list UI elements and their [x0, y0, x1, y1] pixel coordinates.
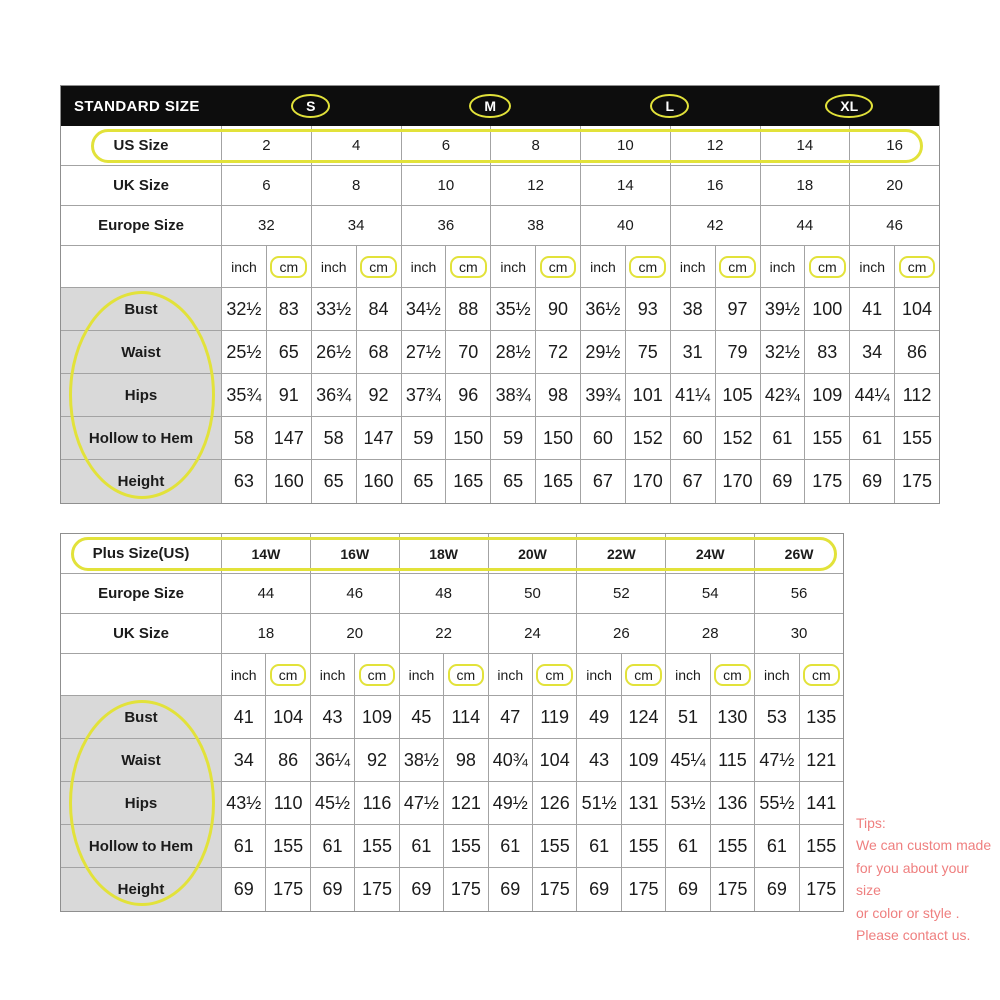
- inch-header: inch: [754, 654, 798, 695]
- measure-cell: 55½: [754, 782, 798, 824]
- measure-row: [61, 696, 843, 739]
- measure-cell: 155: [443, 825, 487, 867]
- measure-cell: 45: [399, 696, 443, 738]
- size-cell: 40: [580, 206, 670, 245]
- size-cell: 46: [310, 574, 399, 613]
- size-cell: 26W: [754, 534, 843, 573]
- size-cell: 4: [311, 126, 401, 165]
- measure-cell: 39½: [760, 288, 805, 330]
- measure-cell: 92: [354, 739, 398, 781]
- measure-cell: 147: [356, 417, 401, 459]
- cm-highlight-box: cm: [625, 664, 662, 686]
- cm-header: [621, 654, 665, 695]
- measure-cell: 61: [754, 825, 798, 867]
- measure-cell: 155: [799, 825, 843, 867]
- measure-cell: 38: [670, 288, 715, 330]
- measure-cell: 90: [535, 288, 580, 330]
- inch-header: inch: [221, 654, 265, 695]
- measure-cell: 41¼: [670, 374, 715, 416]
- size-cell: 14: [580, 166, 670, 205]
- cm-header: [356, 246, 401, 287]
- inch-header: inch: [311, 246, 356, 287]
- measure-cell: 88: [445, 288, 490, 330]
- cm-header: [532, 654, 576, 695]
- measure-cell: 32½: [760, 331, 805, 373]
- measure-cell: 26½: [311, 331, 356, 373]
- inch-header: inch: [221, 246, 266, 287]
- unit-row-label: [61, 246, 221, 287]
- measure-cell: 59: [490, 417, 535, 459]
- measure-cell: 84: [356, 288, 401, 330]
- measure-cell: 32½: [221, 288, 266, 330]
- measure-cell: 69: [760, 460, 805, 503]
- size-group: [401, 94, 581, 118]
- measure-cell: 58: [311, 417, 356, 459]
- measure-cell: 155: [804, 417, 849, 459]
- tips-line: for you about your size: [856, 859, 969, 899]
- measure-cell: 69: [310, 868, 354, 911]
- measure-cell: 47½: [754, 739, 798, 781]
- measure-cell: 39¾: [580, 374, 625, 416]
- measure-row: [61, 825, 843, 868]
- size-cell: 52: [576, 574, 665, 613]
- measure-cell: 45½: [310, 782, 354, 824]
- measure-cell: 34: [849, 331, 894, 373]
- size-cell: 42: [670, 206, 760, 245]
- measure-cell: 59: [401, 417, 446, 459]
- measure-cell: 34: [221, 739, 265, 781]
- measure-cell: 112: [894, 374, 939, 416]
- measure-cell: 63: [221, 460, 266, 503]
- measure-cell: 119: [532, 696, 576, 738]
- measure-cell: 61: [488, 825, 532, 867]
- cm-header: [354, 654, 398, 695]
- size-cell: 38: [490, 206, 580, 245]
- measure-cell: 175: [710, 868, 754, 911]
- measure-cell: 58: [221, 417, 266, 459]
- cm-highlight-box: cm: [899, 256, 936, 278]
- measure-cell: 98: [443, 739, 487, 781]
- cm-highlight-box: cm: [270, 664, 307, 686]
- measure-label: Hips: [61, 374, 221, 416]
- cm-header: [266, 246, 311, 287]
- measure-cell: 116: [354, 782, 398, 824]
- measure-cell: 110: [265, 782, 309, 824]
- measure-cell: 65: [266, 331, 311, 373]
- tips-note: [856, 812, 996, 946]
- inch-header: inch: [399, 654, 443, 695]
- size-cell: 8: [311, 166, 401, 205]
- measure-cell: 61: [310, 825, 354, 867]
- cm-highlight-box: cm: [803, 664, 840, 686]
- measure-cell: 170: [625, 460, 670, 503]
- size-cell: 16: [849, 126, 939, 165]
- measure-cell: 41: [849, 288, 894, 330]
- measure-cell: 160: [356, 460, 401, 503]
- tips-line: Tips:: [856, 815, 886, 831]
- tips-line: Please contact us.: [856, 926, 971, 943]
- measure-cell: 45¼: [665, 739, 709, 781]
- row-label: US Size: [113, 137, 169, 154]
- cm-header: [535, 246, 580, 287]
- measure-label: Hollow to Hem: [61, 417, 221, 459]
- measure-cell: 121: [799, 739, 843, 781]
- cm-header: [799, 654, 843, 695]
- measure-cell: 51½: [576, 782, 620, 824]
- measure-cell: 36¼: [310, 739, 354, 781]
- size-group-oval: S: [291, 94, 330, 118]
- measure-cell: 155: [621, 825, 665, 867]
- measure-cell: 70: [445, 331, 490, 373]
- measure-cell: 124: [621, 696, 665, 738]
- size-row: [61, 126, 939, 166]
- measure-cell: 83: [266, 288, 311, 330]
- cm-header: [710, 654, 754, 695]
- measure-cell: 40¾: [488, 739, 532, 781]
- measure-cell: 49: [576, 696, 620, 738]
- inch-header: inch: [310, 654, 354, 695]
- size-cell: 24W: [665, 534, 754, 573]
- cm-highlight-box: cm: [270, 256, 307, 278]
- plus-size-rows: [61, 534, 843, 911]
- measure-cell: 67: [580, 460, 625, 503]
- measure-cell: 141: [799, 782, 843, 824]
- measure-cell: 72: [535, 331, 580, 373]
- cm-header: [715, 246, 760, 287]
- standard-size-title: STANDARD SIZE: [74, 97, 200, 115]
- measure-cell: 36½: [580, 288, 625, 330]
- unit-header-row: [61, 246, 939, 288]
- standard-size-rows: [61, 126, 939, 503]
- measure-cell: 33½: [311, 288, 356, 330]
- measure-cell: 175: [799, 868, 843, 911]
- size-cell: 56: [754, 574, 843, 613]
- size-cell: 44: [760, 206, 850, 245]
- size-cell: 2: [221, 126, 311, 165]
- measure-cell: 83: [804, 331, 849, 373]
- measure-cell: 31: [670, 331, 715, 373]
- measure-label: Hips: [61, 782, 221, 824]
- measure-cell: 69: [399, 868, 443, 911]
- size-cell: 30: [754, 614, 843, 653]
- measure-cell: 43: [576, 739, 620, 781]
- size-cell: 6: [221, 166, 311, 205]
- measure-cell: 121: [443, 782, 487, 824]
- measure-cell: 27½: [401, 331, 446, 373]
- measure-cell: 155: [354, 825, 398, 867]
- measure-cell: 175: [894, 460, 939, 503]
- measure-cell: 49½: [488, 782, 532, 824]
- measure-cell: 160: [266, 460, 311, 503]
- size-row: [61, 166, 939, 206]
- size-cell: 20: [849, 166, 939, 205]
- row-label: Plus Size(US): [92, 545, 190, 562]
- size-group-oval: M: [469, 94, 511, 118]
- cm-highlight-box: cm: [359, 664, 396, 686]
- measure-cell: 104: [894, 288, 939, 330]
- measure-label: Waist: [61, 739, 221, 781]
- size-cell: 8: [490, 126, 580, 165]
- size-cell: 18: [221, 614, 310, 653]
- measure-cell: 36¾: [311, 374, 356, 416]
- row-label: UK Size: [113, 625, 169, 642]
- size-cell: 14W: [221, 534, 310, 573]
- cm-highlight-box: cm: [629, 256, 666, 278]
- inch-header: inch: [490, 246, 535, 287]
- measure-cell: 136: [710, 782, 754, 824]
- measure-cell: 175: [621, 868, 665, 911]
- measure-cell: 47½: [399, 782, 443, 824]
- measure-cell: 131: [621, 782, 665, 824]
- measure-cell: 135: [799, 696, 843, 738]
- measure-label: Height: [61, 460, 221, 503]
- size-cell: 44: [221, 574, 310, 613]
- measure-cell: 79: [715, 331, 760, 373]
- measure-cell: 61: [665, 825, 709, 867]
- size-cell: 18: [760, 166, 850, 205]
- measure-cell: 114: [443, 696, 487, 738]
- size-cell: 34: [311, 206, 401, 245]
- cm-header: [625, 246, 670, 287]
- measure-cell: 37¾: [401, 374, 446, 416]
- inch-header: inch: [576, 654, 620, 695]
- size-group: [760, 94, 940, 118]
- measure-cell: 65: [401, 460, 446, 503]
- measure-cell: 100: [804, 288, 849, 330]
- measure-cell: 51: [665, 696, 709, 738]
- measure-cell: 175: [354, 868, 398, 911]
- measure-cell: 53½: [665, 782, 709, 824]
- size-cell: 22W: [576, 534, 665, 573]
- measure-cell: 175: [265, 868, 309, 911]
- measure-row: [61, 868, 843, 911]
- size-cell: 48: [399, 574, 488, 613]
- size-cell: 20W: [488, 534, 577, 573]
- measure-cell: 155: [894, 417, 939, 459]
- measure-cell: 69: [665, 868, 709, 911]
- measure-cell: 97: [715, 288, 760, 330]
- tips-line: or color or style .: [856, 904, 960, 921]
- measure-row: [61, 417, 939, 460]
- measure-cell: 69: [488, 868, 532, 911]
- size-cell: 36: [401, 206, 491, 245]
- measure-cell: 175: [532, 868, 576, 911]
- cm-header: [445, 246, 490, 287]
- size-group-oval: L: [650, 94, 689, 118]
- size-group-ovals: [221, 94, 939, 118]
- measure-cell: 38¾: [490, 374, 535, 416]
- size-row: [61, 574, 843, 614]
- measure-cell: 175: [443, 868, 487, 911]
- measure-cell: 109: [354, 696, 398, 738]
- cm-highlight-box: cm: [719, 256, 756, 278]
- measure-cell: 34½: [401, 288, 446, 330]
- measure-cell: 126: [532, 782, 576, 824]
- row-label: Europe Size: [98, 217, 184, 234]
- measure-row: [61, 460, 939, 503]
- size-row: [61, 614, 843, 654]
- measure-cell: 170: [715, 460, 760, 503]
- measure-cell: 69: [849, 460, 894, 503]
- measure-cell: 104: [265, 696, 309, 738]
- measure-cell: 104: [532, 739, 576, 781]
- standard-size-table: [60, 85, 940, 504]
- measure-cell: 47: [488, 696, 532, 738]
- size-group-oval: XL: [825, 94, 873, 118]
- measure-cell: 165: [535, 460, 580, 503]
- measure-cell: 42¾: [760, 374, 805, 416]
- measure-cell: 68: [356, 331, 401, 373]
- measure-row: [61, 782, 843, 825]
- row-label: UK Size: [113, 177, 169, 194]
- size-cell: 6: [401, 126, 491, 165]
- row-label: Europe Size: [98, 585, 184, 602]
- measure-cell: 53: [754, 696, 798, 738]
- measure-cell: 25½: [221, 331, 266, 373]
- measure-cell: 60: [670, 417, 715, 459]
- size-cell: 14: [760, 126, 850, 165]
- measure-row: [61, 374, 939, 417]
- measure-cell: 175: [804, 460, 849, 503]
- measure-cell: 69: [576, 868, 620, 911]
- measure-cell: 152: [715, 417, 760, 459]
- measure-label: Height: [61, 868, 221, 911]
- measure-label: Waist: [61, 331, 221, 373]
- measure-cell: 35¾: [221, 374, 266, 416]
- measure-cell: 43: [310, 696, 354, 738]
- measure-label: Bust: [61, 288, 221, 330]
- size-cell: 32: [221, 206, 311, 245]
- inch-header: inch: [849, 246, 894, 287]
- measure-cell: 150: [445, 417, 490, 459]
- measure-cell: 115: [710, 739, 754, 781]
- measure-cell: 96: [445, 374, 490, 416]
- cm-highlight-box: cm: [450, 256, 487, 278]
- cm-highlight-box: cm: [360, 256, 397, 278]
- measure-label: Hollow to Hem: [61, 825, 221, 867]
- size-row: [61, 206, 939, 246]
- measure-cell: 75: [625, 331, 670, 373]
- inch-header: inch: [760, 246, 805, 287]
- measure-cell: 44¼: [849, 374, 894, 416]
- measure-cell: 155: [710, 825, 754, 867]
- size-group: [580, 94, 760, 118]
- measure-cell: 65: [311, 460, 356, 503]
- size-cell: 28: [665, 614, 754, 653]
- unit-row-label: [61, 654, 221, 695]
- measure-cell: 92: [356, 374, 401, 416]
- size-cell: 26: [576, 614, 665, 653]
- size-cell: 18W: [399, 534, 488, 573]
- size-cell: 16W: [310, 534, 399, 573]
- size-cell: 10: [401, 166, 491, 205]
- measure-cell: 61: [760, 417, 805, 459]
- unit-header-row: [61, 654, 843, 696]
- measure-cell: 61: [399, 825, 443, 867]
- size-group: [221, 94, 401, 118]
- measure-cell: 41: [221, 696, 265, 738]
- measure-cell: 38½: [399, 739, 443, 781]
- cm-header: [894, 246, 939, 287]
- size-row: [61, 534, 843, 574]
- standard-size-header: [61, 86, 939, 126]
- measure-cell: 91: [266, 374, 311, 416]
- size-cell: 54: [665, 574, 754, 613]
- inch-header: inch: [580, 246, 625, 287]
- measure-cell: 130: [710, 696, 754, 738]
- size-cell: 12: [670, 126, 760, 165]
- inch-header: inch: [488, 654, 532, 695]
- measure-cell: 28½: [490, 331, 535, 373]
- measure-cell: 69: [754, 868, 798, 911]
- measure-cell: 69: [221, 868, 265, 911]
- measure-cell: 67: [670, 460, 715, 503]
- tips-line: We can custom made: [856, 837, 992, 854]
- measure-cell: 61: [849, 417, 894, 459]
- measure-cell: 105: [715, 374, 760, 416]
- measure-cell: 93: [625, 288, 670, 330]
- cm-header: [804, 246, 849, 287]
- measure-cell: 61: [576, 825, 620, 867]
- inch-header: inch: [670, 246, 715, 287]
- measure-cell: 98: [535, 374, 580, 416]
- inch-header: inch: [665, 654, 709, 695]
- plus-size-table: [60, 533, 844, 912]
- cm-highlight-box: cm: [448, 664, 485, 686]
- cm-highlight-box: cm: [540, 256, 577, 278]
- cm-highlight-box: cm: [714, 664, 751, 686]
- cm-highlight-box: cm: [809, 256, 846, 278]
- measure-row: [61, 331, 939, 374]
- cm-header: [265, 654, 309, 695]
- size-cell: 46: [849, 206, 939, 245]
- measure-cell: 109: [621, 739, 665, 781]
- inch-header: inch: [401, 246, 446, 287]
- measure-cell: 61: [221, 825, 265, 867]
- size-cell: 10: [580, 126, 670, 165]
- measure-cell: 29½: [580, 331, 625, 373]
- size-cell: 12: [490, 166, 580, 205]
- measure-cell: 43½: [221, 782, 265, 824]
- measure-cell: 109: [804, 374, 849, 416]
- measure-cell: 86: [894, 331, 939, 373]
- measure-row: [61, 739, 843, 782]
- size-cell: 20: [310, 614, 399, 653]
- measure-cell: 152: [625, 417, 670, 459]
- cm-header: [443, 654, 487, 695]
- measure-cell: 35½: [490, 288, 535, 330]
- measure-cell: 150: [535, 417, 580, 459]
- size-cell: 50: [488, 574, 577, 613]
- measure-cell: 165: [445, 460, 490, 503]
- measure-row: [61, 288, 939, 331]
- measure-cell: 60: [580, 417, 625, 459]
- measure-cell: 101: [625, 374, 670, 416]
- measure-cell: 65: [490, 460, 535, 503]
- size-cell: 16: [670, 166, 760, 205]
- measure-cell: 147: [266, 417, 311, 459]
- measure-cell: 155: [532, 825, 576, 867]
- measure-cell: 86: [265, 739, 309, 781]
- size-cell: 22: [399, 614, 488, 653]
- size-cell: 24: [488, 614, 577, 653]
- measure-cell: 155: [265, 825, 309, 867]
- measure-label: Bust: [61, 696, 221, 738]
- cm-highlight-box: cm: [536, 664, 573, 686]
